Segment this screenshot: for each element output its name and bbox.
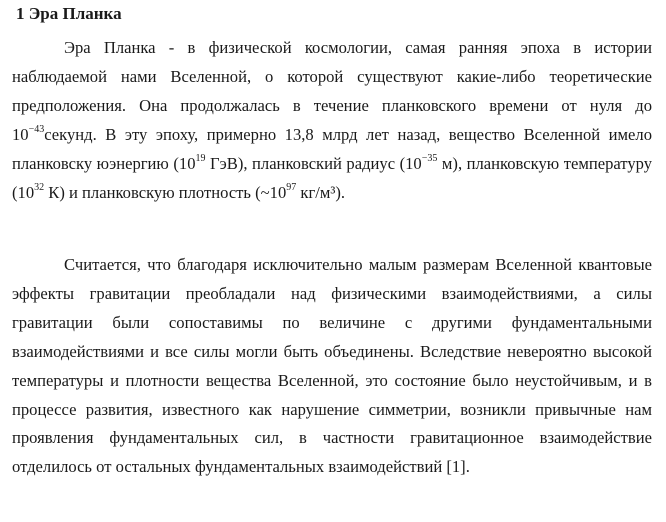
- paragraph1-text-2: секунд. В эту эпоху, примерно 13,8 млрд лет назад, вещество Вселенной имело планковску юэнергию (10: [12, 124, 652, 173]
- exponent-time: −43: [28, 124, 45, 136]
- paragraph1-text-3: ГэВ), планковский радиус (10: [205, 153, 422, 173]
- exponent-radius: −35: [421, 153, 438, 165]
- section-heading: 1 Эра Планка: [16, 4, 122, 23]
- paragraph-planck-era-definition: [12, 34, 652, 207]
- paragraph1-text-6: кг/м³).: [296, 182, 346, 202]
- exponent-temperature: 32: [34, 182, 45, 193]
- paragraph1-text-1: Эра Планка - в физической космологии, самая ранняя эпоха в истории наблюдаемой нами Вселенной, о которой существуют какие-либо теоретические предположения. Она продолжалась в течение планковского времени от нуля до 10: [12, 38, 652, 144]
- paragraph1-text-5: К) и планковскую плотность (~10: [44, 182, 287, 202]
- paragraph1-text-4: м), планковскую температуру (10: [12, 153, 653, 202]
- exponent-density: 97: [286, 182, 297, 193]
- paragraph-quantum-gravity: Считается, что благодаря исключительно малым размерам Вселенной квантовые эффекты гравитации преобладали над физическими взаимодействиями, а силы гравитации были сопоставимы по величине с другими фундаментальными взаимодействиями и все силы могли быть объединены. Вследствие невероятно высокой температуры и плотности вещества Вселенной, это состояние было неустойчивым, и в процессе развития, известного как нарушение симметрии, возникли привычные нам проявления фундаментальных сил, в частности гравитационное взаимодействие отделилось от остальных фундаментальных взаимодействий [1].: [12, 255, 652, 477]
- exponent-energy: 19: [195, 153, 206, 165]
